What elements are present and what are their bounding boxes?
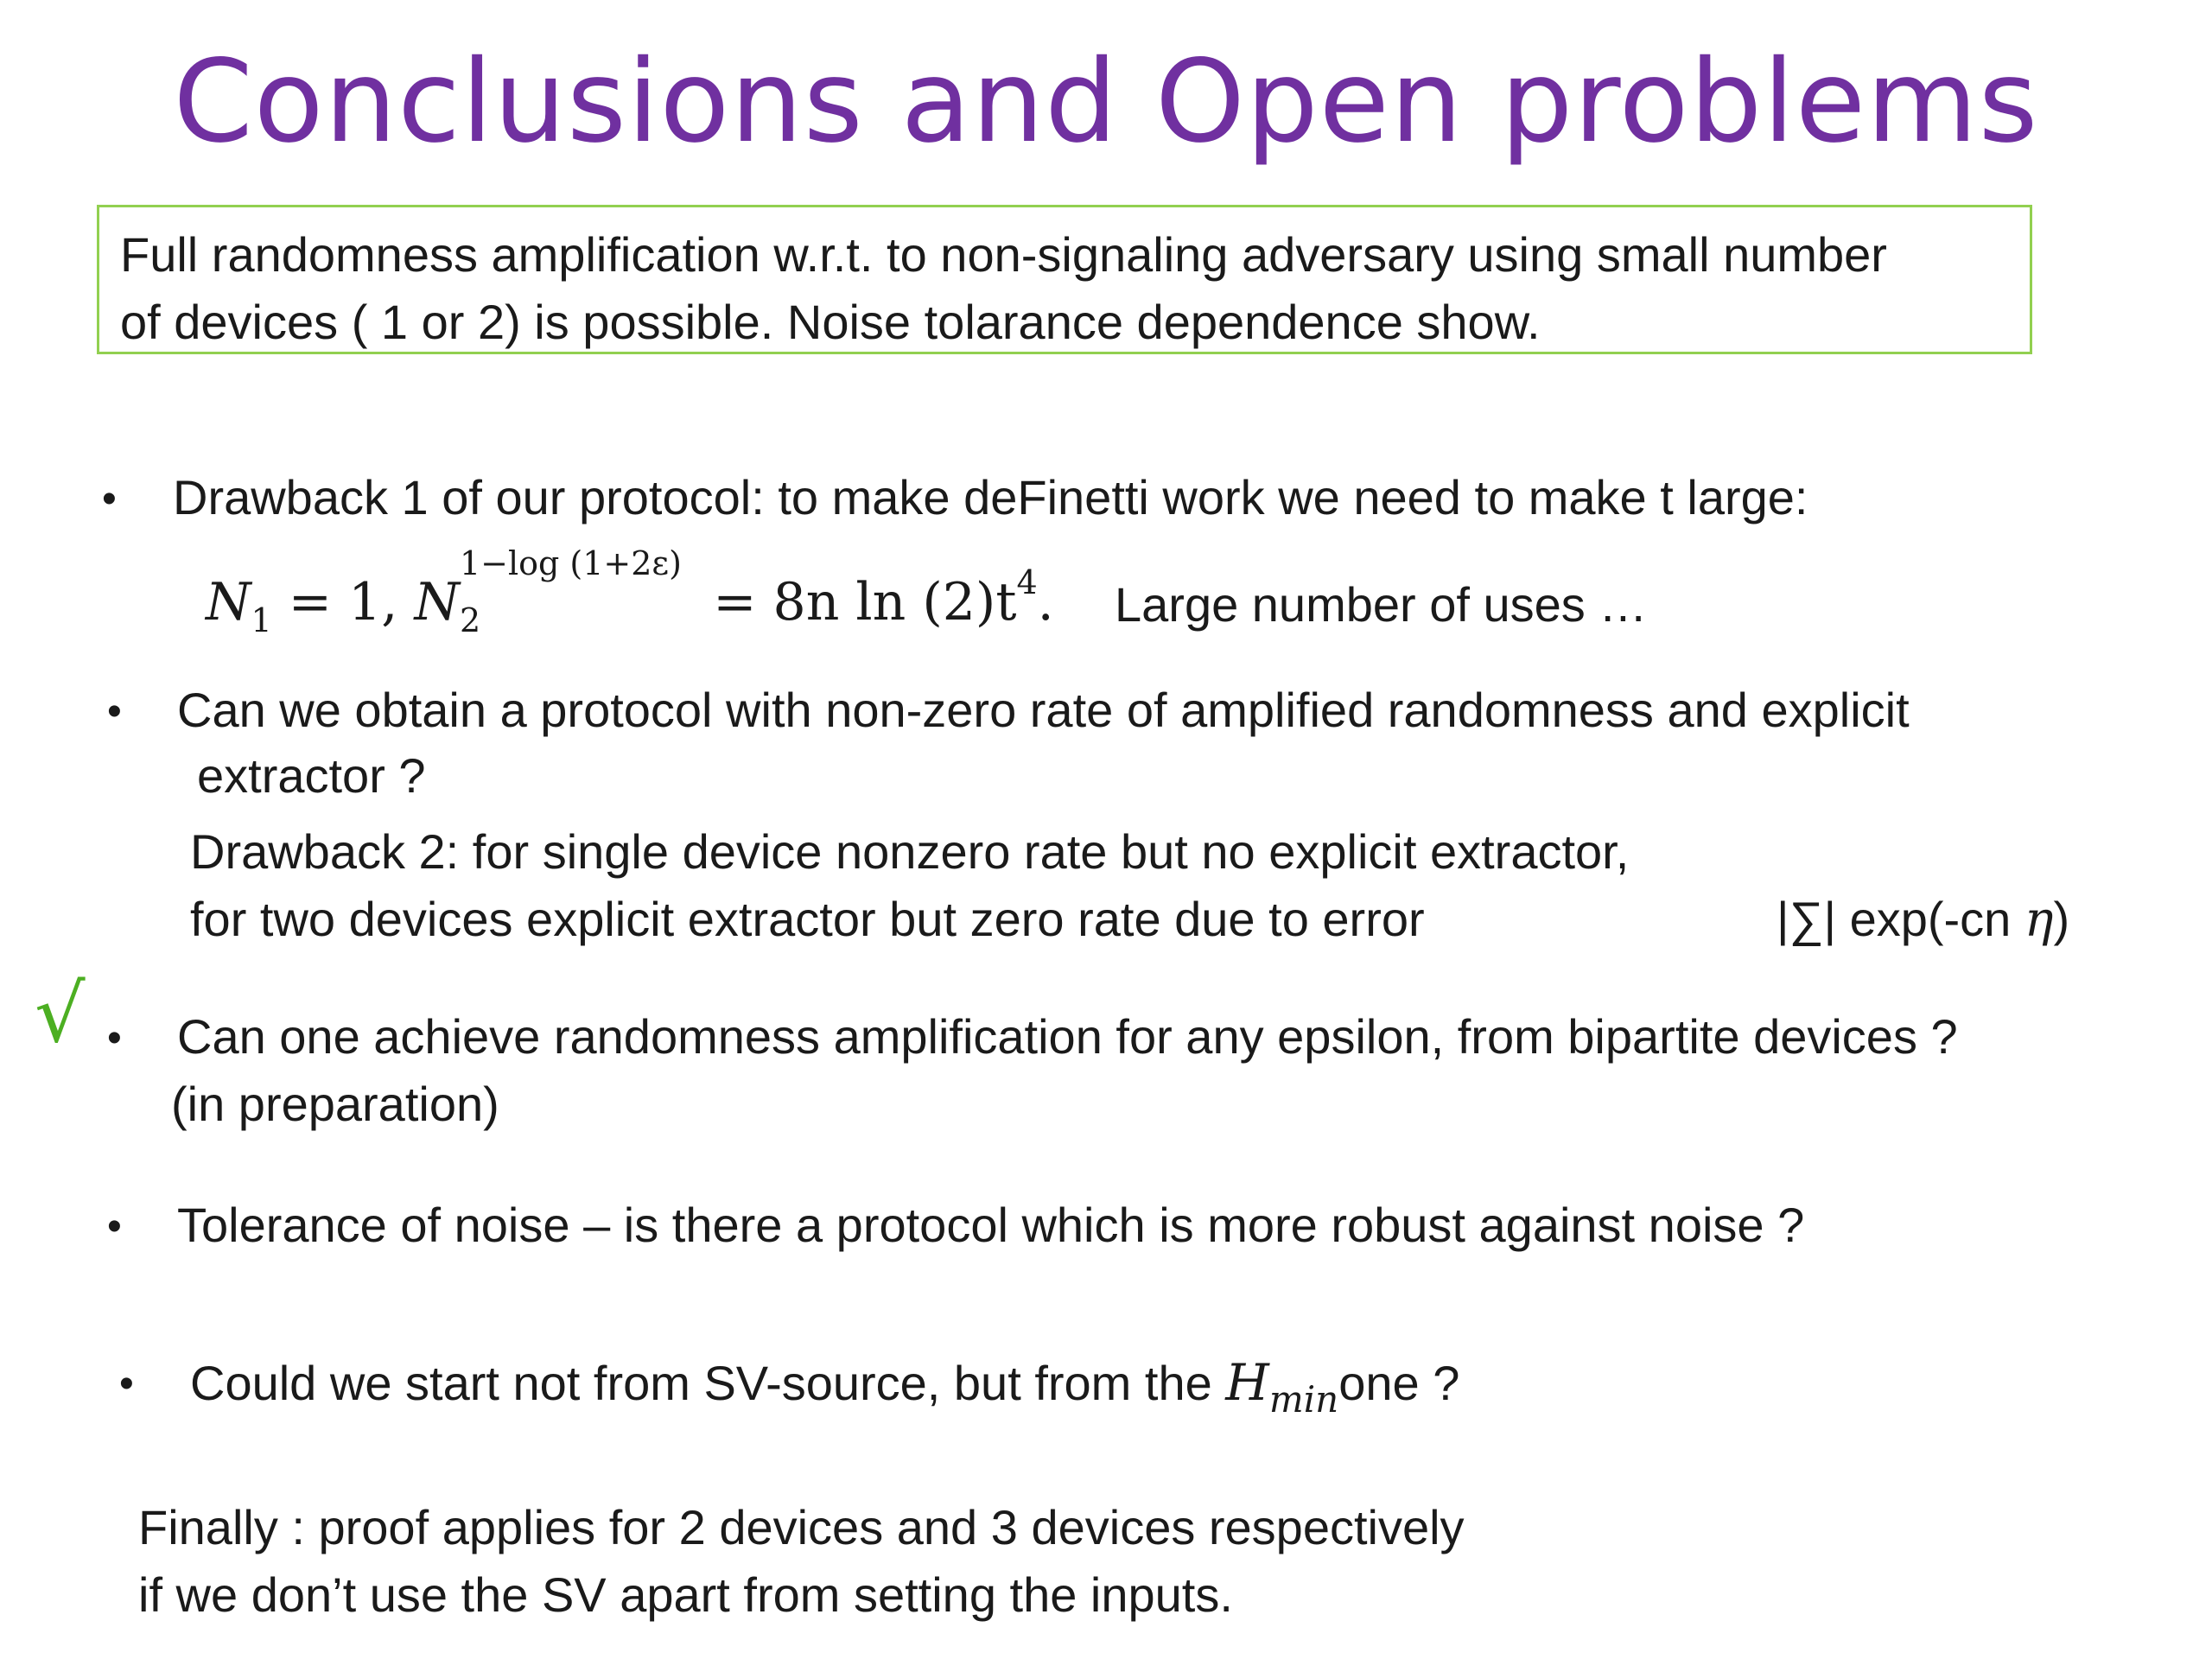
bullet-1-note: Large number of uses …: [1115, 577, 1648, 632]
summary-box: [97, 205, 2032, 354]
formula-n1: N: [206, 572, 251, 632]
formula-drawback-1: [206, 544, 1054, 639]
drawback-2-line-2: for two devices explicit extractor but zero rate due to error: [190, 892, 1425, 946]
bullet-3-line-2: (in preparation): [171, 1077, 499, 1131]
bullet-dot: •: [107, 689, 122, 734]
bullet-dot: •: [107, 1204, 122, 1249]
summary-line-2: of devices ( 1 or 2) is possible. Noise tolarance dependence show.: [120, 295, 1541, 349]
formula-n2: N: [414, 572, 460, 632]
formula-n1-subscript: 1: [251, 601, 272, 639]
bullet-1-text: Drawback 1 of our protocol: to make deFinetti work we need to make t large:: [173, 470, 1808, 524]
final-line-1: Finally : proof applies for 2 devices and 3 devices respectively: [138, 1500, 1465, 1554]
bullet-5-text: [190, 1350, 1459, 1421]
min-subscript: min: [1268, 1378, 1339, 1421]
formula-eq1: = 1,: [271, 572, 415, 632]
h-symbol: H: [1225, 1353, 1269, 1412]
bullet-dot: •: [107, 1015, 122, 1061]
bullet-5-after: one ?: [1338, 1356, 1460, 1410]
drawback-2-line-1: Drawback 2: for single device nonzero rate but no explicit extractor,: [190, 824, 1630, 879]
bullet-3-line-1: Can one achieve randomness amplification for any epsilon, from bipartite devices ?: [177, 1009, 1958, 1064]
summary-line-1: Full randomness amplification w.r.t. to non-signaling adversary using small number: [120, 227, 1887, 282]
bullet-dot: •: [119, 1361, 134, 1407]
error-term-text: |∑| exp(-cn: [1777, 892, 2024, 946]
check-mark-icon: √: [35, 968, 86, 1060]
formula-end: .: [1037, 572, 1054, 632]
bullet-2-line-1: Can we obtain a protocol with non-zero rate of amplified randomness and explicit: [177, 683, 1910, 737]
eta-symbol: η: [2024, 892, 2054, 948]
slide-title: Conclusions and Open problems: [173, 35, 2039, 168]
formula-rhs-exponent: 4: [1016, 563, 1038, 601]
error-term-close: ): [2053, 892, 2070, 946]
bullet-5-before: Could we start not from SV-source, but from the: [190, 1356, 1226, 1410]
formula-n2-exponent: 1−log (1+2ε): [459, 544, 682, 582]
bullet-dot: •: [102, 476, 117, 522]
formula-n2-subscript: 2: [459, 601, 481, 639]
bullet-2-line-2: extractor ?: [197, 748, 426, 803]
formula-rhs: = 8n ln (2)t: [696, 572, 1017, 632]
bullet-4-text: Tolerance of noise – is there a protocol which is more robust against noise ?: [177, 1198, 1805, 1252]
error-term: [1777, 887, 2069, 953]
final-line-2: if we don’t use the SV apart from setting the inputs.: [138, 1567, 1233, 1622]
h-min-symbol: [1225, 1353, 1339, 1421]
